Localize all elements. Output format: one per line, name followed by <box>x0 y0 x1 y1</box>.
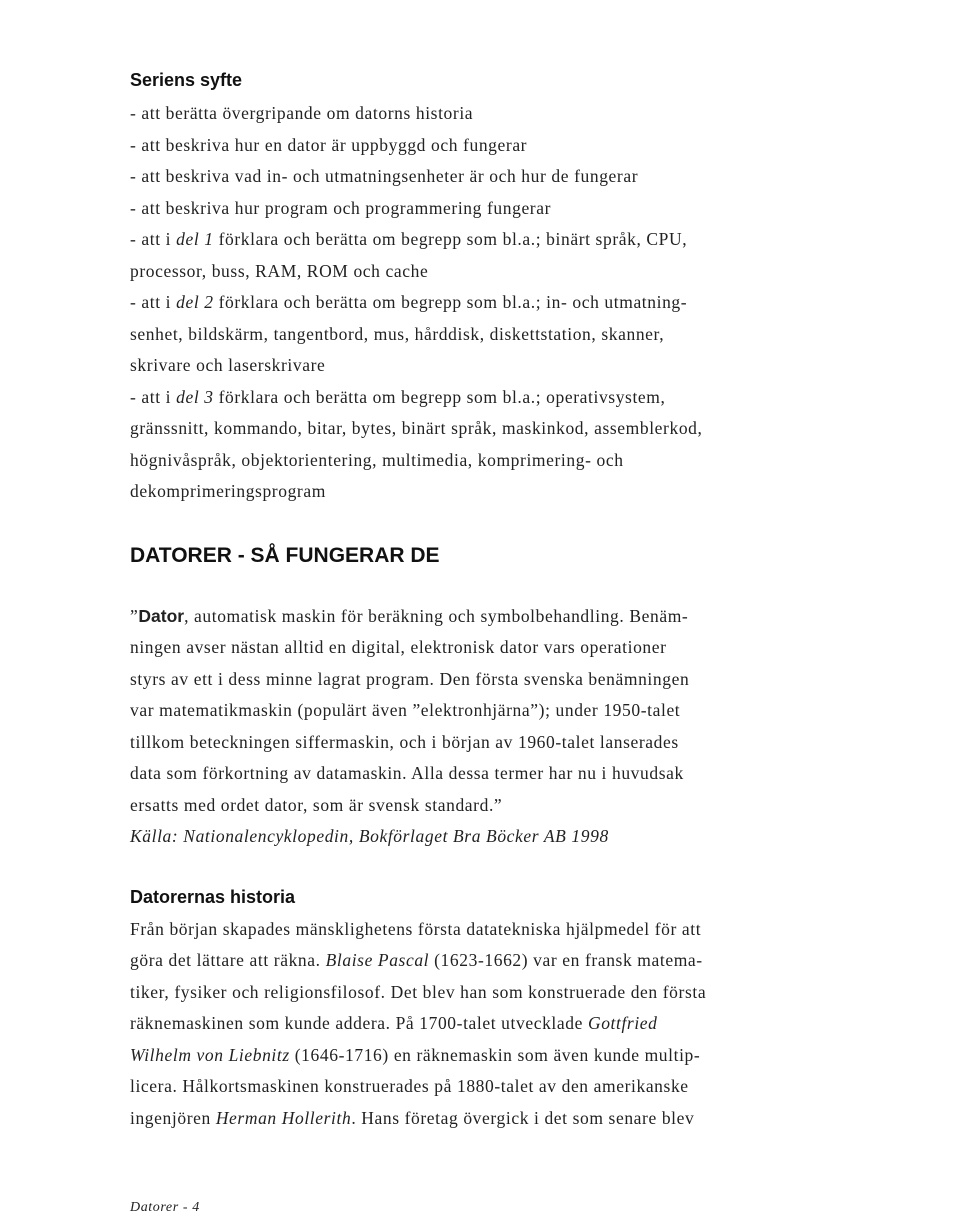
quote-term: Dator <box>138 605 185 626</box>
purpose-text: - att berätta övergripande om datorns historia <box>130 103 474 123</box>
quote-source <box>130 821 830 853</box>
quote-line <box>130 664 830 696</box>
purpose-text: - att beskriva hur program och programmering fungerar <box>130 197 552 218</box>
quote-text: var matematikmaskin (populärt även ”elektronhjärna”); under 1950-talet <box>130 700 681 720</box>
purpose-text: högnivåspråk, objektorientering, multimedia, komprimering- och <box>130 449 624 470</box>
purpose-line <box>130 130 830 162</box>
purpose-line <box>130 445 830 477</box>
page-title: DATORER - SÅ FUNGERAR DE <box>130 543 440 567</box>
history-text: (1646-1716) en räknemaskin som även kunde multip- <box>289 1044 701 1065</box>
part-label: del 3 <box>176 386 214 407</box>
purpose-text: förklara och berätta om begrepp som bl.a.; operativsystem, <box>213 386 666 407</box>
part-label: del 1 <box>176 229 214 249</box>
history-text: (1623-1662) var en fransk matema- <box>429 950 703 970</box>
history-line <box>130 1103 830 1135</box>
person-name: Herman Hollerith <box>215 1107 352 1128</box>
purpose-text: - att i <box>130 386 177 407</box>
history-line <box>130 977 830 1009</box>
purpose-text: skrivare och laserskrivare <box>130 355 326 375</box>
history-text: tiker, fysiker och religionsfilosof. Det blev han som konstruerade den första <box>130 981 707 1002</box>
document-page <box>130 66 830 1134</box>
purpose-line <box>130 193 830 225</box>
quote-text: styrs av ett i dess minne lagrat program. Den första svenska benämningen <box>130 668 690 689</box>
purpose-text: förklara och berätta om begrepp som bl.a.; binärt språk, CPU, <box>213 229 688 249</box>
history-paragraph <box>130 914 830 1135</box>
purpose-text: - att beskriva hur en dator är uppbyggd och fungerar <box>130 134 528 155</box>
quote-line <box>130 790 830 822</box>
purpose-text: senhet, bildskärm, tangentbord, mus, hårddisk, diskettstation, skanner, <box>130 323 665 344</box>
purpose-line <box>130 287 830 319</box>
history-line <box>130 1071 830 1103</box>
person-name: Wilhelm von Liebnitz <box>130 1044 290 1065</box>
part-label: del 2 <box>176 292 214 312</box>
purpose-line <box>130 256 830 288</box>
quote-line <box>130 601 830 633</box>
purpose-text: gränssnitt, kommando, bitar, bytes, binärt språk, maskinkod, assemblerkod, <box>130 418 703 438</box>
history-text: ingenjören <box>130 1107 216 1128</box>
purpose-line <box>130 319 830 351</box>
quote-mark: ” <box>130 605 139 626</box>
definition-quote <box>130 601 830 853</box>
history-line <box>130 1008 830 1040</box>
quote-line <box>130 758 830 790</box>
purpose-line <box>130 476 830 508</box>
history-text: göra det lättare att räkna. <box>130 950 326 970</box>
history-line <box>130 1040 830 1072</box>
quote-line <box>130 695 830 727</box>
quote-text: data som förkortning av datamaskin. Alla dessa termer har nu i huvudsak <box>130 763 684 783</box>
page-footer: Datorer - 4 <box>130 1200 200 1215</box>
purpose-line <box>130 161 830 193</box>
quote-line <box>130 632 830 664</box>
source-text: Källa: Nationalencyklopedin, Bokförlaget Bra Böcker AB 1998 <box>130 826 609 846</box>
purpose-line <box>130 224 830 256</box>
history-line <box>130 945 830 977</box>
quote-line <box>130 727 830 759</box>
quote-text: , automatisk maskin för beräkning och symbolbehandling. Benäm- <box>184 605 689 626</box>
purpose-line <box>130 350 830 382</box>
quote-text: tillkom beteckningen siffermaskin, och i början av 1960-talet lanserades <box>130 731 679 752</box>
section-heading-historia: Datorernas historia <box>130 886 296 907</box>
purpose-list <box>130 98 830 508</box>
purpose-text: - att beskriva vad in- och utmatningsenheter är och hur de fungerar <box>130 166 639 186</box>
purpose-line <box>130 413 830 445</box>
purpose-text: dekomprimeringsprogram <box>130 481 326 501</box>
history-line <box>130 914 830 946</box>
history-text: . Hans företag övergick i det som senare blev <box>351 1107 695 1128</box>
history-text: licera. Hålkortsmaskinen konstruerades på 1880-talet av den amerikanske <box>130 1076 689 1096</box>
person-name: Blaise Pascal <box>325 950 430 970</box>
section-heading-seriens-syfte: Seriens syfte <box>130 70 243 90</box>
history-text: räknemaskinen som kunde addera. På 1700-talet utvecklade <box>130 1013 588 1033</box>
quote-text: ersatts med ordet dator, som är svensk standard.” <box>130 794 503 815</box>
quote-text: ningen avser nästan alltid en digital, elektronisk dator vars operationer <box>130 637 667 657</box>
purpose-line <box>130 98 830 130</box>
purpose-line <box>130 382 830 414</box>
purpose-text: förklara och berätta om begrepp som bl.a.; in- och utmatning- <box>213 292 688 312</box>
purpose-text: - att i <box>130 292 177 312</box>
history-text: Från början skapades mänsklighetens första datatekniska hjälpmedel för att <box>130 918 702 939</box>
purpose-text: processor, buss, RAM, ROM och cache <box>130 260 429 281</box>
purpose-text: - att i <box>130 229 177 249</box>
person-name: Gottfried <box>587 1013 658 1033</box>
